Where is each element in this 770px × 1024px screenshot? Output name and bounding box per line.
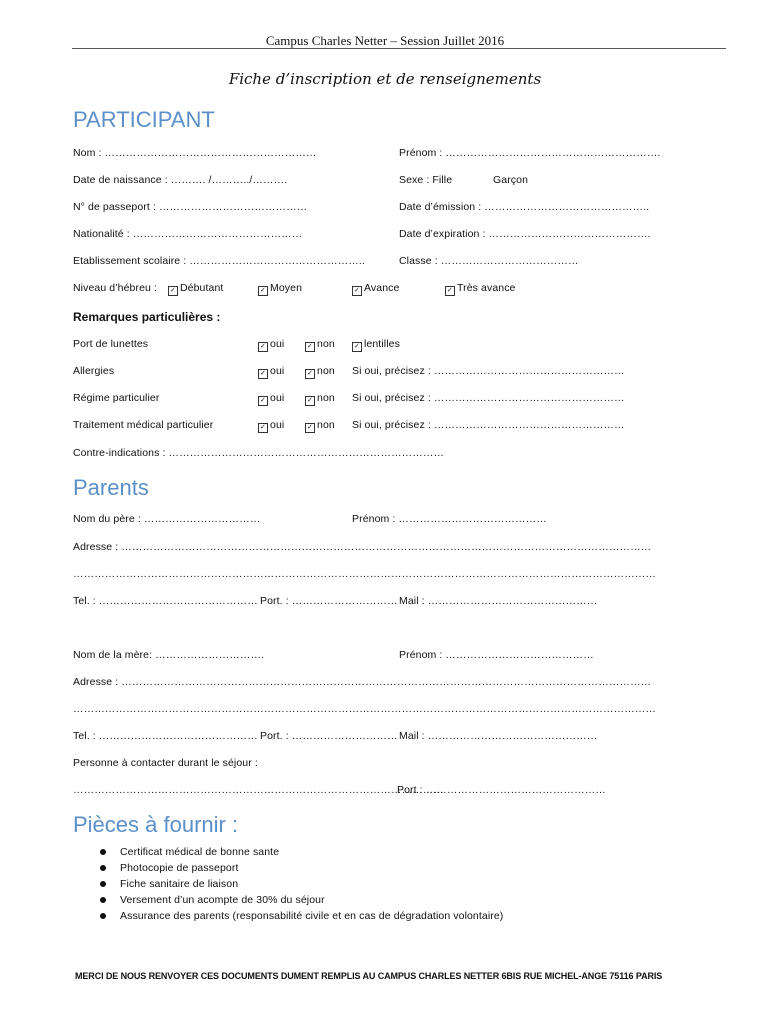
checkbox-icon[interactable]: ✓ [258, 423, 268, 433]
checkbox-icon[interactable]: ✓ [258, 396, 268, 406]
field-adresse-pere-suite[interactable]: ………………………………………………………………………………………………………………………………………………… [73, 568, 656, 580]
field-contre-indications[interactable]: Contre-indications : …………………………………………………………………… [73, 447, 445, 459]
field-adresse-pere[interactable]: Adresse : …………………………………………………………………………………………………………………………………… [73, 541, 652, 553]
list-item: Fiche sanitaire de liaison [120, 878, 239, 890]
remarques-heading: Remarques particulières : [73, 310, 221, 324]
lunettes-lentilles[interactable]: ✓ lentilles [352, 338, 400, 352]
field-date-naissance[interactable]: Date de naissance : ………. /………../………. [73, 174, 288, 186]
traitement-precisez[interactable]: Si oui, précisez : ……………………………………………… [352, 419, 625, 431]
list-item: Photocopie de passeport [120, 862, 239, 874]
bullet-icon [100, 897, 106, 903]
field-etablissement[interactable]: Etablissement scolaire : ………………………………………….. [73, 255, 365, 267]
field-mail-pere[interactable]: Mail : ………………………………………… [399, 595, 598, 607]
niveau-option-moyen[interactable]: ✓ Moyen [258, 282, 302, 296]
field-nom-pere[interactable]: Nom du père : …………………………… [73, 513, 261, 525]
allergies-oui[interactable]: ✓ oui [258, 365, 284, 379]
bullet-icon [100, 881, 106, 887]
field-date-expiration[interactable]: Date d’expiration : ………………………………………. [399, 228, 651, 240]
checkbox-icon[interactable]: ✓ [168, 286, 178, 296]
field-prenom-mere[interactable]: Prénom : …………………………………… [399, 649, 594, 661]
form-title: Fiche d’inscription et de renseignements [228, 70, 542, 88]
field-port-mere[interactable]: Port. : ………………………… [260, 730, 398, 742]
field-tel-pere[interactable]: Tel. : ……………………………………… [73, 595, 258, 607]
niveau-option-debutant[interactable]: ✓ Débutant [168, 282, 223, 296]
bullet-icon [100, 865, 106, 871]
remarque-label-lunettes: Port de lunettes [73, 338, 149, 350]
allergies-non[interactable]: ✓ non [305, 365, 335, 379]
checkbox-icon[interactable]: ✓ [352, 342, 362, 352]
header-divider [72, 48, 726, 49]
checkbox-icon[interactable]: ✓ [258, 369, 268, 379]
remarque-label-traitement: Traitement médical particulier [73, 419, 214, 431]
lunettes-oui[interactable]: ✓ oui [258, 338, 284, 352]
field-adresse-mere-suite[interactable]: ………………………………………………………………………………………………………………………………………………… [73, 703, 656, 715]
checkbox-icon[interactable]: ✓ [305, 396, 315, 406]
traitement-oui[interactable]: ✓ oui [258, 419, 284, 433]
niveau-option-tres-avance[interactable]: ✓ Très avance [445, 282, 516, 296]
traitement-non[interactable]: ✓ non [305, 419, 335, 433]
checkbox-icon[interactable]: ✓ [352, 286, 362, 296]
bullet-icon [100, 849, 106, 855]
section-heading-participant: PARTICIPANT [73, 107, 215, 132]
field-nom-mere[interactable]: Nom de la mère: …………………………. [73, 649, 265, 661]
field-nationalite[interactable]: Nationalité : ………………………………………… [73, 228, 303, 240]
allergies-precisez[interactable]: Si oui, précisez : ……………………………………………… [352, 365, 625, 377]
field-sexe-fille[interactable]: Sexe : Fille [399, 174, 453, 186]
footer-instructions: MERCI DE NOUS RENVOYER CES DOCUMENTS DUMENT REMPLIS AU CAMPUS CHARLES NETTER 6BIS RUE MICHEL-ANGE 75116 PARIS [75, 971, 663, 981]
field-passeport[interactable]: N° de passeport : …………………………………… [73, 201, 308, 213]
field-sexe-garcon[interactable]: Garçon [493, 174, 529, 186]
bullet-icon [100, 913, 106, 919]
field-prenom[interactable]: Prénom : ……………………………………………………. [399, 147, 661, 159]
regime-oui[interactable]: ✓ oui [258, 392, 284, 406]
field-contact-port[interactable]: Port : …………………………………………… [397, 784, 606, 796]
niveau-hebreu-label: Niveau d’hébreu : [73, 282, 158, 294]
checkbox-icon[interactable]: ✓ [445, 286, 455, 296]
remarque-label-allergies: Allergies [73, 365, 115, 377]
list-item: Versement d’un acompte de 30% du séjour [120, 894, 325, 906]
checkbox-icon[interactable]: ✓ [305, 369, 315, 379]
field-date-emission[interactable]: Date d’émission : ……………………………………….. [399, 201, 650, 213]
section-heading-parents: Parents [73, 475, 149, 500]
field-classe[interactable]: Classe : ………………………………… [399, 255, 579, 267]
remarque-label-regime: Régime particulier [73, 392, 160, 404]
checkbox-icon[interactable]: ✓ [305, 423, 315, 433]
field-prenom-pere[interactable]: Prénom : …………………………………… [352, 513, 547, 525]
lunettes-non[interactable]: ✓ non [305, 338, 335, 352]
contact-label: Personne à contacter durant le séjour : [73, 757, 258, 769]
section-heading-pieces: Pièces à fournir : [73, 812, 239, 837]
document-header: Campus Charles Netter – Session Juillet 2016 [265, 33, 505, 48]
field-mail-mere[interactable]: Mail : ………………………………………… [399, 730, 598, 742]
field-adresse-mere[interactable]: Adresse : …………………………………………………………………………………………………………………………………… [73, 676, 652, 688]
checkbox-icon[interactable]: ✓ [258, 286, 268, 296]
niveau-option-avance[interactable]: ✓ Avance [352, 282, 399, 296]
regime-precisez[interactable]: Si oui, précisez : ……………………………………………… [352, 392, 625, 404]
list-item: Assurance des parents (responsabilité civile et en cas de dégradation volontaire) [120, 910, 504, 922]
list-item: Certificat médical de bonne sante [120, 846, 280, 858]
regime-non[interactable]: ✓ non [305, 392, 335, 406]
field-tel-mere[interactable]: Tel. : ……………………………………… [73, 730, 258, 742]
field-port-pere[interactable]: Port. : ………………………… [260, 595, 398, 607]
checkbox-icon[interactable]: ✓ [258, 342, 268, 352]
field-nom[interactable]: Nom : …………………………………………………… [73, 147, 317, 159]
field-contact-nom[interactable]: …………………………………………………………………………………………… [73, 784, 444, 796]
checkbox-icon[interactable]: ✓ [305, 342, 315, 352]
